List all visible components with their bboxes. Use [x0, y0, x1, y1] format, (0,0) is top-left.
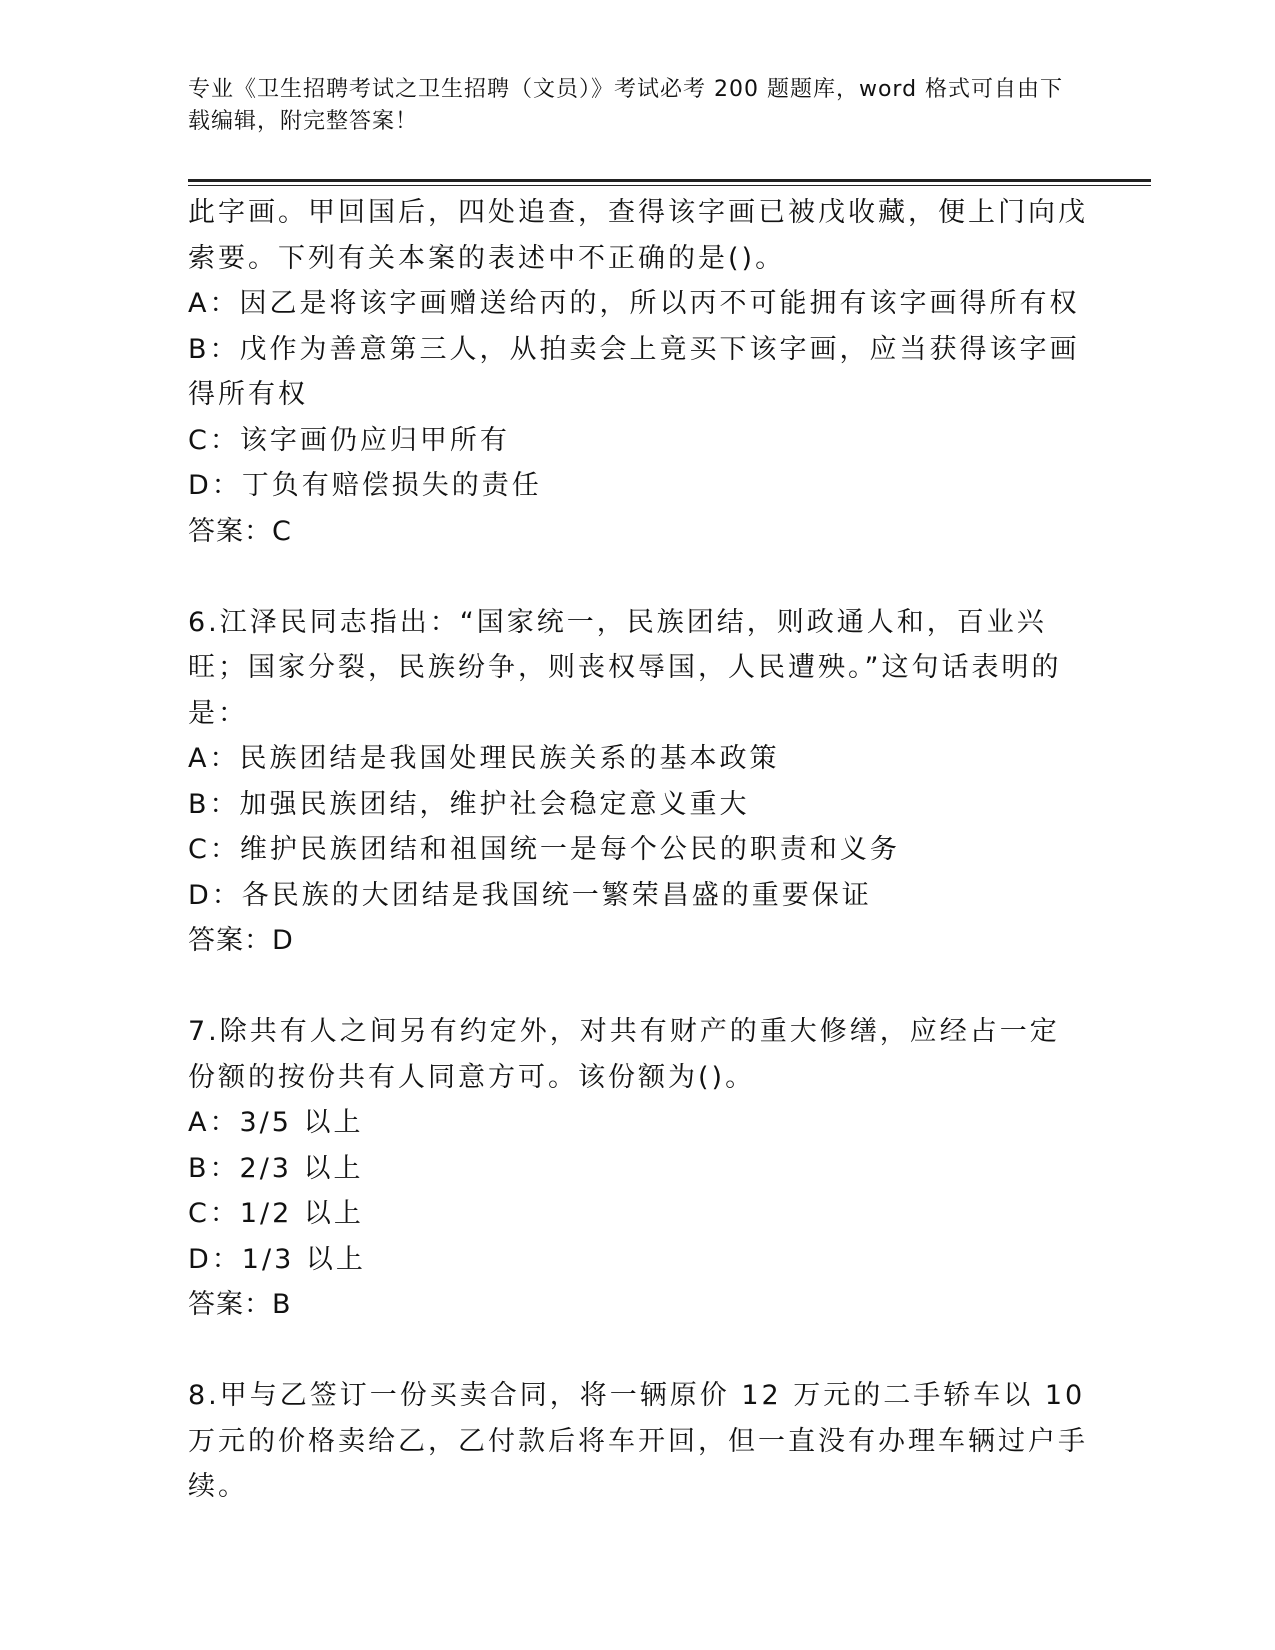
option-a: A：3/5 以上	[188, 1107, 364, 1138]
header-rule-thin	[188, 185, 1151, 186]
option-c: C：1/2 以上	[188, 1198, 364, 1229]
question-block	[188, 1009, 1088, 1328]
option-c: C：维护民族团结和祖国统一是每个公民的职责和义务	[188, 834, 900, 865]
spacer	[188, 964, 1088, 1010]
spacer	[188, 1328, 1088, 1374]
question-stem: 6.江泽民同志指出：“国家统一，民族团结，则政通人和，百业兴旺；国家分裂，民族纷争，则丧权辱国，人民遭殃。”这句话表明的是：	[188, 606, 1062, 729]
question-content	[188, 190, 1088, 1510]
option-b: B：2/3 以上	[188, 1152, 364, 1184]
option-a: A：因乙是将该字画赠送给丙的，所以丙不可能拥有该字画得所有权	[188, 288, 1080, 319]
option-b: B：戊作为善意第三人，从拍卖会上竟买下该字画，应当获得该字画得所有权	[188, 333, 1080, 410]
question-block	[188, 600, 1088, 964]
spacer	[188, 554, 1088, 600]
option-d: D：丁负有赔偿损失的责任	[188, 470, 542, 501]
answer-line: 答案：D	[188, 925, 294, 956]
option-d: D：各民族的大团结是我国统一繁荣昌盛的重要保证	[188, 879, 872, 911]
answer-line: 答案：C	[188, 515, 292, 547]
document-header: 专业《卫生招聘考试之卫生招聘（文员）》考试必考 200 题题库，word 格式可自由下载编辑，附完整答案！	[188, 77, 1064, 134]
option-c: C：该字画仍应归甲所有	[188, 424, 510, 456]
answer-line: 答案：B	[188, 1289, 292, 1320]
question-block	[188, 1373, 1088, 1510]
question-block	[188, 190, 1088, 554]
option-d: D：1/3 以上	[188, 1243, 366, 1275]
question-stem: 此字画。甲回国后，四处追查，查得该字画已被戊收藏，便上门向戊索要。下列有关本案的表述中不正确的是()。	[188, 197, 1088, 274]
option-a: A：民族团结是我国处理民族关系的基本政策	[188, 743, 780, 774]
option-b: B：加强民族团结，维护社会稳定意义重大	[188, 788, 750, 820]
question-stem: 8.甲与乙签订一份买卖合同，将一辆原价 12 万元的二手轿车以 10 万元的价格卖给乙，乙付款后将车开回，但一直没有办理车辆过户手续。	[188, 1380, 1088, 1502]
question-stem: 7.除共有人之间另有约定外，对共有财产的重大修缮，应经占一定份额的按份共有人同意方可。该份额为()。	[188, 1016, 1060, 1093]
header-rule-thick	[188, 179, 1151, 182]
